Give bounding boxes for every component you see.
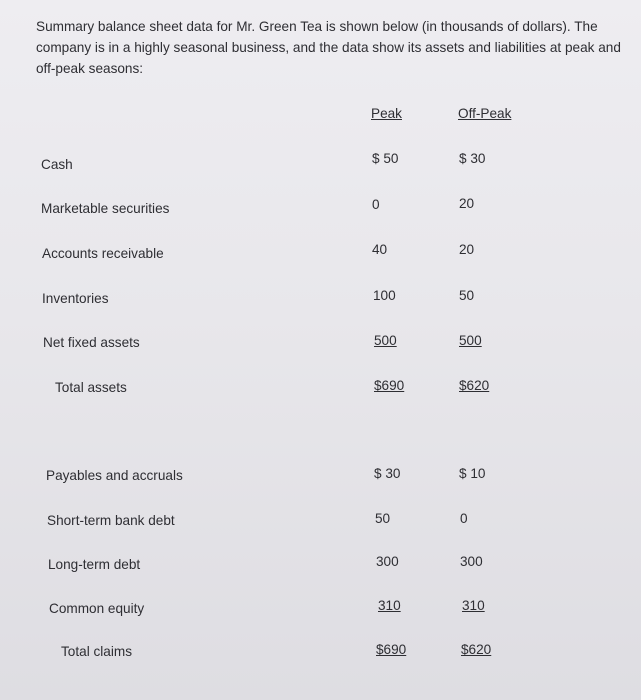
accounts-receivable-off-peak-value: 20	[459, 242, 475, 257]
accounts-receivable-peak-value: 40	[372, 242, 388, 257]
row-label-short-term-bank-debt: Short-term bank debt	[47, 513, 175, 528]
row-label-total-claims: Total claims	[61, 644, 133, 659]
row-label-marketable-securities: Marketable securities	[41, 201, 170, 216]
row-label-long-term-debt: Long-term debt	[48, 557, 141, 572]
long-term-debt-peak-value: 300	[376, 554, 399, 569]
row-label-inventories: Inventories	[42, 291, 109, 306]
marketable-securities-peak-value: 0	[372, 197, 380, 212]
cash-peak-value: $ 50	[372, 151, 399, 166]
total-assets-peak-value: $690	[374, 378, 405, 393]
cash-off-peak-value: $ 30	[459, 151, 486, 166]
payables-off-peak-value: $ 10	[459, 466, 486, 481]
row-label-accounts-receivable: Accounts receivable	[42, 246, 164, 261]
net-fixed-assets-peak-value: 500	[374, 333, 397, 348]
column-header-peak: Peak	[371, 106, 402, 121]
row-label-net-fixed-assets: Net fixed assets	[43, 335, 140, 350]
common-equity-off-peak-value: 310	[462, 598, 485, 613]
marketable-securities-off-peak-value: 20	[459, 196, 475, 211]
inventories-off-peak-value: 50	[459, 288, 475, 303]
problem-intro-text: Summary balance sheet data for Mr. Green Tea is shown below (in thousands of dollars). The company is in a highly seasonal business, and the data show its assets and liabilities at peak and off-peak seasons:	[36, 19, 621, 76]
column-header-off-peak: Off-Peak	[458, 106, 512, 121]
row-label-total-assets: Total assets	[55, 380, 127, 395]
row-label-common-equity: Common equity	[49, 601, 145, 616]
payables-peak-value: $ 30	[374, 466, 401, 481]
total-claims-off-peak-value: $620	[461, 642, 492, 657]
row-label-payables-and-accruals: Payables and accruals	[46, 468, 183, 483]
total-assets-off-peak-value: $620	[459, 378, 490, 393]
common-equity-peak-value: 310	[378, 598, 401, 613]
total-claims-peak-value: $690	[376, 642, 407, 657]
row-label-cash: Cash	[41, 157, 73, 172]
long-term-debt-off-peak-value: 300	[460, 554, 483, 569]
net-fixed-assets-off-peak-value: 500	[459, 333, 482, 348]
inventories-peak-value: 100	[373, 288, 396, 303]
short-term-bank-debt-off-peak-value: 0	[460, 511, 468, 526]
short-term-bank-debt-peak-value: 50	[375, 511, 391, 526]
